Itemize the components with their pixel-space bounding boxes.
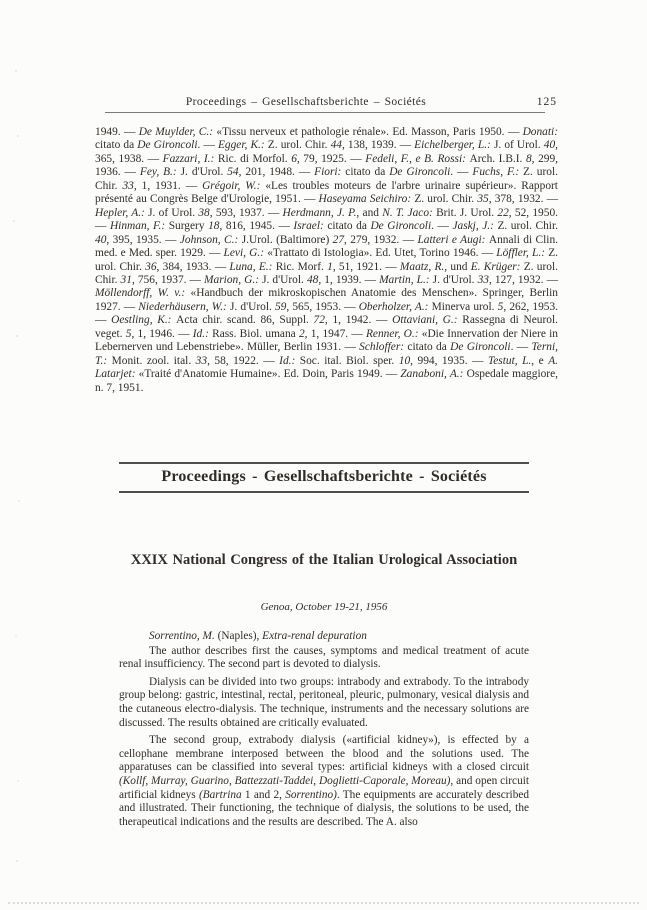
- congress-location-date: Genoa, October 19-21, 1956: [260, 601, 388, 613]
- page-number: 125: [536, 96, 557, 108]
- section-banner: [119, 462, 529, 493]
- section-banner-title: Proceedings - Gesellschaftsberichte - Sociétés: [161, 468, 487, 485]
- scan-artifact-bottom-edge: [8, 902, 639, 904]
- abstract-author-line: Sorrentino, M. (Naples), Extra-renal depuration: [149, 630, 367, 642]
- abstract-block: [119, 630, 529, 833]
- congress-title: XXIX National Congress of the Italian Urological Association: [130, 552, 518, 568]
- abstract-paragraph: Dialysis can be divided into two groups: intrabody and extrabody. To the intrabody group belong: gastric, intestinal, rectal, peritoneal, pleuric, pulmonary, vesical dialysis and the cutaneous electro-dialysis. The technique, instruments and the necessary solutions are discussed. The results obtained are critically evaluated.: [119, 675, 529, 729]
- abstract-paragraph: The author describes first the causes, symptoms and medical treatment of acute renal insufficiency. The second part is devoted to dialysis.: [119, 644, 529, 671]
- running-head-title: Proceedings – Gesellschaftsberichte – Sociétés: [185, 96, 427, 108]
- header-rule: [105, 112, 545, 113]
- running-head: [95, 96, 557, 112]
- bibliography-paragraph: 1949. — De Muylder, C.: «Tissu nerveux et pathologie rénale». Ed. Masson, Paris 1950. — Donati: citato da De Gironcoli. — Egger, K.: Z. urol. Chir. 44, 138, 1939. — Eichelberger, L.: J. of Urol. 40, 365, 1938. — Fazzari, I.: Ric. di Morfol. 6, 79, 1925. — Fedeli, F., e B. Rossi: Arch. I.B.I. 8, 299, 1936. — Fey, B.: J. d'Urol. 54, 201, 1948. — Fiori: citato da De Gironcoli. — Fuchs, F.: Z. urol. Chir. 33, 1, 1931. — Grégoir, W.: «Les troubles moteurs de l'arbre urinaire supérieur». Rapport présenté au Congrès Belge d'Urologie, 1951. — Haseyama Seichiro: Z. urol. Chir. 35, 378, 1932. — Hepler, A.: J. of Urol. 38, 593, 1937. — Herdmann, J. P., and N. T. Jaco: Brit. J. Urol. 22, 52, 1950. — Hinman, F.: Surgery 18, 816, 1945. — Israel: citato da De Gironcoli. — Jaskj, J.: Z. urol. Chir. 40, 395, 1935. — Johnson, C.: J.Urol. (Baltimore) 27, 279, 1932. — Latteri e Augi: Annali di Clin. med. e Med. sper. 1929. — Levi, G.: «Trattato di Istologia». Ed. Utet, Torino 1946. — Löffler, L.: Z. urol. Chir. 36, 384, 1933. — Luna, E.: Ric. Morf. 1, 51, 1921. — Maatz, R., und E. Krüger: Z. urol. Chir. 31, 756, 1937. — Marion, G.: J. d'Urol. 48, 1, 1939. — Martin, L.: J. d'Urol. 33, 127, 1932. — Möllendorff, W. v.: «Handbuch der mikroskopischen Anatomie des Menschen». Springer, Berlin 1927. — Niederhäusern, W.: J. d'Urol. 59, 565, 1953. — Oberholzer, A.: Minerva urol. 5, 262, 1953. — Oestling, K.: Acta chir. scand. 86, Suppl. 72, 1, 1942. — Ottaviani, G.: Rassegna di Neurol. veget. 5, 1, 1946. — Id.: Rass. Biol. umana 2, 1, 1947. — Renner, O.: «Die Innervation der Niere in Lebernerven und Lebenstriebe». Müller, Berlin 1931. — Schloffer: citato da De Gironcoli. — Terni, T.: Monit. zool. ital. 33, 58, 1922. — Id.: Soc. ital. Biol. sper. 10, 994, 1935. — Testut, L., e A. Latarjet: «Traité d'Anatomie Humaine». Ed. Doin, Paris 1949. — Zanaboni, A.: Ospedale maggiore, n. 7, 1951.: [95, 126, 559, 394]
- abstract-paragraph: The second group, extrabody dialysis («artificial kidney»), is effected by a cellophane membrane interposed between the blood and the solutions used. The apparatuses can be classified into several types: artificial kidneys with a closed circuit (Kollf, Murray, Guarino, Battezzati-Taddei, Doglietti-Caporale, Moreau), and open circuit artificial kidneys (Bartrina 1 and 2, Sorrentino). The equipments are accurately described and illustrated. Their functioning, the technique of dialysis, the solutions to be used, the therapeutical indications and the results are described. The A. also: [119, 734, 530, 828]
- scan-noise-speckles: [15, 70, 17, 72]
